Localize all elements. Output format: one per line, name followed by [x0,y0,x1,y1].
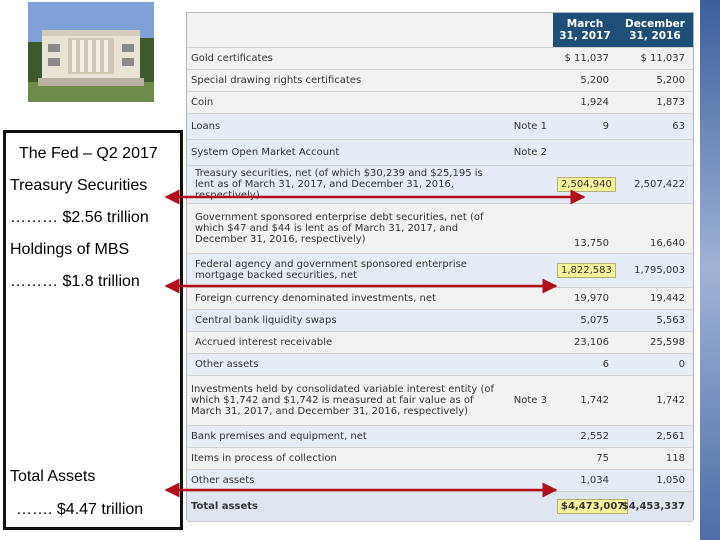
column-header-march: March 31, 2017 [553,13,617,47]
row-note [505,287,553,309]
total-highlight: $4,473,007 [557,499,628,514]
row-label: Government sponsored enterprise debt securities, net (of which $47 and $44 is lent as of March 31, 2017, and December 31, 2016, respectively) [187,203,505,253]
table-row [187,469,693,491]
row-value-december: 2,561 [617,425,693,447]
row-label: Federal agency and government sponsored enterprise mortgage backed securities, net [187,253,505,287]
summary-panel [3,130,183,530]
row-label: System Open Market Account [187,139,505,165]
row-note [505,447,553,469]
row-value-march: 75 [553,447,617,469]
row-value-march: 9 [553,113,617,139]
mbs-value: ……… $1.8 trillion [10,273,140,290]
row-value-march: 1,924 [553,91,617,113]
row-value-december: $4,453,337 [617,491,693,521]
row-value-march: 13,750 [553,203,617,253]
row-label: Total assets [187,491,505,521]
table-row [187,113,693,139]
panel-title: The Fed – Q2 2017 [19,145,158,162]
row-value-march [553,139,617,165]
treasury-label: Treasury Securities [10,177,148,194]
row-value-december: 0 [617,353,693,375]
row-label: Bank premises and equipment, net [187,425,505,447]
row-label: Gold certificates [187,47,505,69]
row-value-march [553,491,625,521]
row-value-december: 1,050 [617,469,693,491]
table-row [187,375,693,425]
row-note [505,69,553,91]
row-note [505,253,553,287]
table-row [187,47,693,69]
row-value-december: 25,598 [617,331,693,353]
federal-reserve-building-image [28,2,154,102]
row-value-december: 5,563 [617,309,693,331]
row-label: Other assets [187,469,505,491]
row-note [505,91,553,113]
row-value-december: 63 [617,113,693,139]
row-note [505,309,553,331]
row-note [505,165,553,203]
row-value-december: 19,442 [617,287,693,309]
row-label: Central bank liquidity swaps [187,309,505,331]
row-value-december: 1,873 [617,91,693,113]
row-value-march: 23,106 [553,331,617,353]
table-row [187,425,693,447]
total-assets-row [187,491,693,521]
row-label: Other assets [187,353,505,375]
row-note: Note 2 [505,139,553,165]
column-header-december: December 31, 2016 [617,13,693,47]
table-row [187,287,693,309]
row-label: Foreign currency denominated investments, net [187,287,505,309]
row-value-march: 5,200 [553,69,617,91]
row-label: Accrued interest receivable [187,331,505,353]
row-value-march: 1,034 [553,469,617,491]
table-row [187,91,693,113]
row-value-december: 1,795,003 [617,253,693,287]
table-row [187,203,693,253]
row-note [505,47,553,69]
treasury-highlight: 2,504,940 [557,177,616,192]
table-row [187,309,693,331]
total-assets-value: ……. $4.47 trillion [16,501,144,518]
table-row [187,253,693,287]
table-row [187,331,693,353]
total-assets-label: Total Assets [10,468,96,485]
table-row [187,165,693,203]
row-label: Special drawing rights certificates [187,69,505,91]
row-value-march: 6 [553,353,617,375]
row-value-march [553,165,617,203]
row-label: Coin [187,91,505,113]
table-row [187,69,693,91]
row-value-december [617,139,693,165]
background-decoration [700,0,720,540]
row-value-march: 5,075 [553,309,617,331]
row-value-december: 2,507,422 [617,165,693,203]
row-value-december: 118 [617,447,693,469]
table-header-row [187,13,693,47]
row-label: Items in process of collection [187,447,505,469]
table-row [187,447,693,469]
treasury-value: ……… $2.56 trillion [10,209,149,226]
row-value-december: $ 11,037 [617,47,693,69]
row-note [505,491,553,521]
row-label: Loans [187,113,505,139]
row-note: Note 1 [505,113,553,139]
row-note [505,331,553,353]
row-label: Treasury securities, net (of which $30,239 and $25,195 is lent as of March 31, 2017, and December 31, 2016, respectively) [187,165,505,203]
mbs-highlight: 1,822,583 [557,263,616,278]
row-value-march: 19,970 [553,287,617,309]
row-value-december: 16,640 [617,203,693,253]
header-blank [187,13,505,47]
row-note [505,425,553,447]
row-value-march: 2,552 [553,425,617,447]
row-note [505,203,553,253]
row-label: Investments held by consolidated variable interest entity (of which $1,742 and $1,742 is measured at fair value as of March 31, 2017, and December 31, 2016, respectively) [187,375,505,425]
row-value-march: $ 11,037 [553,47,617,69]
row-note [505,469,553,491]
table-row [187,353,693,375]
row-value-march: 1,742 [553,375,617,425]
row-value-march [553,253,617,287]
row-note [505,353,553,375]
row-note: Note 3 [505,375,553,425]
header-blank-note [505,13,553,47]
table-row [187,139,693,165]
row-value-december: 5,200 [617,69,693,91]
mbs-label: Holdings of MBS [10,241,130,258]
balance-sheet-table [186,12,694,520]
row-value-december: 1,742 [617,375,693,425]
